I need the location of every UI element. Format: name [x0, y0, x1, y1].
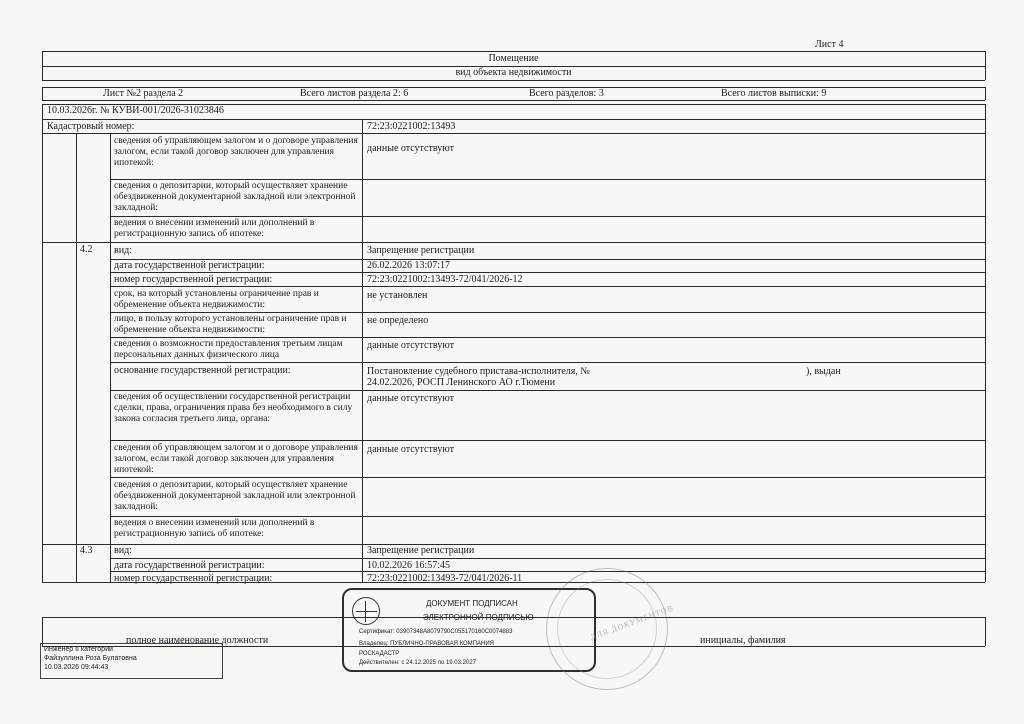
table-value-col-left: [362, 133, 363, 582]
total-extract-sheets: Всего листов выписки: 9: [721, 88, 827, 99]
row-sep-6: [110, 286, 985, 287]
row-label-without-consent: сведения об осуществлении государственной регистрации сделки, права, ограничения права без необходимого в силу закона согласия третьего лица, органа:: [114, 392, 353, 424]
extract-date-number: 10.03.2026г. № КУВИ-001/2026-31023846: [47, 105, 224, 116]
sheets-row-top: [42, 87, 985, 88]
row-value-reg-date: 26.02.2026 13:07:17: [367, 260, 451, 271]
row-value-without-consent: данные отсутствуют: [367, 393, 454, 404]
row-sep-1: [110, 179, 985, 180]
row-sep-15: [110, 558, 985, 559]
date-row-left: [42, 104, 43, 133]
row-sep-12: [110, 477, 985, 478]
row-sep-2: [110, 216, 985, 217]
row-value-basis-line2: 24.02.2026, РОСП Ленинского АО г.Тюмени: [367, 377, 556, 388]
object-kind-label: вид объекта недвижимости: [455, 67, 572, 78]
sheets-row-right: [985, 87, 986, 100]
sheets-row-left: [42, 87, 43, 100]
section-number-4-2: 4.2: [80, 244, 93, 255]
section-sheet-label: Лист №2 раздела 2: [103, 88, 184, 99]
signature-owner: Владелец: ПУБЛИЧНО-ПРАВОВАЯ КОМПАНИЯ: [359, 641, 494, 647]
officer-title: Инженер II категории: [44, 646, 113, 653]
row-label-personal-data: сведения о возможности предоставления третьим лицам персональных данных физического лица: [114, 339, 343, 360]
officer-name: Файзуллина Роза Булатовна: [44, 655, 137, 662]
row-label-reg-number: номер государственной регистрации:: [114, 274, 273, 285]
signature-valid: Действителен: с 24.12.2025 по 19.03.2027: [359, 660, 476, 666]
row-value-reg-number: 72:23:0221002:13493-72/041/2026-12: [367, 274, 523, 285]
row-label-reg-date-2: дата государственной регистрации:: [114, 560, 265, 571]
row-label-reg-number-2: номер государственной регистрации:: [114, 573, 273, 584]
row-sep-11: [110, 440, 985, 441]
row-label-kind-2: вид:: [114, 545, 132, 556]
row-value-beneficiary: не определено: [367, 315, 429, 326]
row-label-collateral-manager-2: сведения об управляющем залогом и о договоре управления залогом, если такой договор заключен для управления ипотекой:: [114, 443, 358, 475]
row-value-reg-number-2: 72:23:0221002:13493-72/041/2026-11: [367, 573, 523, 584]
sheets-row-bottom: [42, 100, 985, 101]
row-value-kind: Запрещение регистрации: [367, 245, 475, 256]
footer-right-line: [985, 617, 986, 646]
row-sep-14: [42, 544, 985, 545]
row-sep-9: [110, 362, 985, 363]
row-label-depositary: сведения о депозитарии, который осуществляет хранение обездвиженной документарной закладной или электронной закладной:: [114, 181, 356, 213]
table-section-col-right: [110, 133, 111, 582]
row-value-reg-date-2: 10.02.2026 16:57:45: [367, 560, 451, 571]
section-number-4-3: 4.3: [80, 545, 93, 556]
signature-title-1: ДОКУМЕНТ ПОДПИСАН: [426, 599, 518, 608]
row-sep-8: [110, 337, 985, 338]
table-subsection-col: [76, 133, 77, 582]
header-bottom-line: [42, 80, 985, 81]
row-label-changes-2: ведения о внесении изменений или дополнений в регистрационную запись об ипотеке:: [114, 518, 315, 539]
officer-date: 10.03.2026 09:44:43: [44, 664, 109, 671]
footer-left-line: [42, 617, 43, 646]
object-type-title: Помещение: [488, 53, 539, 64]
row-label-basis: основание государственной регистрации:: [114, 365, 291, 376]
position-label: полное наименование должности: [126, 635, 269, 646]
date-row-right: [985, 104, 986, 133]
row-sep-3: [42, 242, 985, 243]
row-value-basis-tail: ), выдан: [806, 366, 841, 377]
row-sep-7: [110, 312, 985, 313]
header-right-border: [985, 51, 986, 80]
cadastral-number-label: Кадастровый номер:: [47, 121, 135, 132]
sheet-label: Лист 4: [815, 39, 844, 50]
row-sep-10: [110, 390, 985, 391]
row-value-term: не установлен: [367, 290, 428, 301]
signature-logo-icon: [352, 597, 380, 625]
row-value-personal-data: данные отсутствуют: [367, 340, 454, 351]
row-label-changes: ведения о внесении изменений или дополнений в регистрационную запись об ипотеке:: [114, 218, 315, 239]
round-seal-text: ДЛЯ ДОКУМЕНТОВ: [589, 603, 675, 642]
initials-label: инициалы, фамилия: [700, 635, 786, 646]
cadastral-row-top: [42, 119, 985, 120]
total-section-sheets: Всего листов раздела 2: 6: [300, 88, 409, 99]
cadastral-divider: [362, 119, 363, 133]
row-value-basis-line1: Постановление судебного пристава-исполнителя, №: [367, 366, 590, 377]
signature-cert: Сертификат: 03907348A8079790C055170160C0074883: [359, 629, 513, 635]
row-label-reg-date: дата государственной регистрации:: [114, 260, 265, 271]
row-value-collateral-manager: данные отсутствуют: [367, 143, 454, 154]
cadastral-row-bottom: [42, 133, 985, 134]
row-sep-13: [110, 516, 985, 517]
row-label-beneficiary: лицо, в пользу которого установлены ограничение прав и обременение объекта недвижимости:: [114, 314, 347, 335]
row-value-collateral-manager-2: данные отсутствуют: [367, 444, 454, 455]
header-top-line: [42, 51, 985, 52]
row-value-kind-2: Запрещение регистрации: [367, 545, 475, 556]
row-sep-5: [110, 272, 985, 273]
signature-org: РОСКАДАСТР: [359, 651, 400, 657]
table-left-border: [42, 133, 43, 582]
row-label-kind: вид:: [114, 245, 132, 256]
cadastral-number-value: 72:23:0221002:13493: [367, 121, 456, 132]
table-right-border: [985, 133, 986, 582]
total-sections: Всего разделов: 3: [529, 88, 604, 99]
row-label-term: срок, на который установлены ограничение прав и обременение объекта недвижимости:: [114, 289, 319, 310]
row-label-collateral-manager: сведения об управляющем залогом и о договоре управления залогом, если такой договор заключен для управления ипотекой:: [114, 136, 358, 168]
signature-title-2: ЭЛЕКТРОННОЙ ПОДПИСЬЮ: [423, 613, 534, 622]
row-label-depositary-2: сведения о депозитарии, который осуществляет хранение обездвиженной документарной закладной или электронной закладной:: [114, 480, 356, 512]
